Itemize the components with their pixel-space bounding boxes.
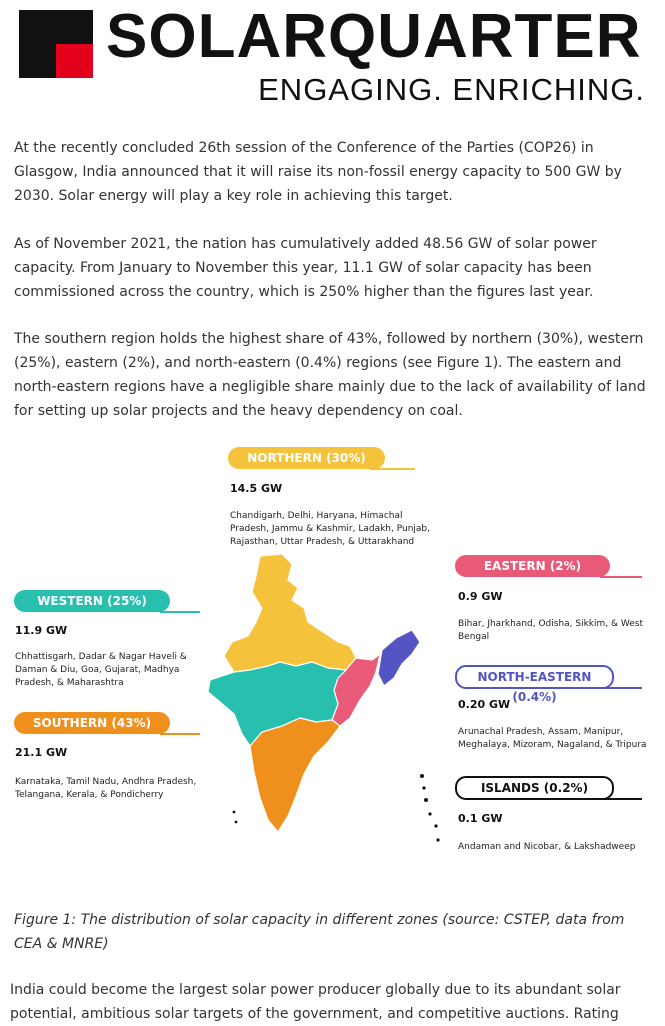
capacity-eastern: 0.9 GW: [458, 590, 503, 603]
solar-capacity-figure: [0, 440, 665, 900]
logo-mark-icon: [19, 10, 93, 78]
map-region-southern: [250, 718, 340, 832]
pill-islands: ISLANDS (0.2%): [455, 776, 614, 800]
pill-western: WESTERN (25%): [14, 590, 170, 612]
capacity-northern: 14.5 GW: [230, 482, 283, 495]
paragraph-2: As of November 2021, the nation has cumulatively added 48.56 GW of solar power capacity. From January to November this year, 11.1 GW of solar capacity has been commissioned across the country, which is 250% higher than the figures last year.: [14, 236, 597, 300]
capacity-north-eastern: 0.20 GW: [458, 698, 511, 711]
states-western: Chhattisgarh, Dadar & Nagar Haveli & Daman & Diu, Goa, Gujarat, Madhya Pradesh, & Maharashtra: [15, 652, 187, 688]
paragraph-3: The southern region holds the highest share of 43%, followed by northern (30%), western (25%), eastern (2%), and north-eastern (0.4%) regions (see Figure 1). The eastern and north-eastern regions have a negligible share mainly due to the lack of availability of land for setting up solar projects and the heavy dependency on coal.: [14, 331, 646, 419]
states-southern: Karnataka, Tamil Nadu, Andhra Pradesh, Telangana, Kerala, & Pondicherry: [15, 777, 197, 800]
capacity-western: 11.9 GW: [15, 624, 68, 637]
figure-caption: Figure 1: The distribution of solar capacity in different zones (source: CSTEP, data from CEA & MNRE): [14, 912, 625, 952]
states-islands: Andaman and Nicobar, & Lakshadweep: [458, 842, 636, 852]
brand-tagline: ENGAGING. ENRICHING.: [258, 72, 645, 107]
pill-southern: SOUTHERN (43%): [14, 712, 170, 734]
pill-north-eastern: NORTH-EASTERN (0.4%): [455, 665, 614, 689]
map-region-north-eastern: [378, 630, 420, 686]
paragraph-1: At the recently concluded 26th session of the Conference of the Parties (COP26) in Glasgow, India announced that it will raise its non-fossil energy capacity to 500 GW by 2030. Solar energy will play a key role in achieving this target.: [14, 140, 622, 204]
states-north-eastern: Arunachal Pradesh, Assam, Manipur, Meghalaya, Mizoram, Nagaland, & Tripura: [458, 727, 647, 750]
pill-northern: NORTHERN (30%): [228, 447, 385, 469]
pill-eastern: EASTERN (2%): [455, 555, 610, 577]
map-region-northern: [224, 554, 356, 672]
india-map: [200, 550, 460, 850]
capacity-southern: 21.1 GW: [15, 746, 68, 759]
states-eastern: Bihar, Jharkhand, Odisha, Sikkim, & West Bengal: [458, 619, 644, 642]
paragraph-4: India could become the largest solar power producer globally due to its abundant solar potential, ambitious solar targets of the government, and competitive auctions. Rating: [10, 982, 621, 1022]
site-logo[interactable]: [0, 0, 665, 115]
states-northern: Chandigarh, Delhi, Haryana, Himachal Pradesh, Jammu & Kashmir, Ladakh, Punjab, Rajasthan, Uttar Pradesh, & Uttarakhand: [230, 511, 430, 547]
brand-name: SOLARQUARTER: [106, 2, 642, 71]
capacity-islands: 0.1 GW: [458, 812, 503, 825]
